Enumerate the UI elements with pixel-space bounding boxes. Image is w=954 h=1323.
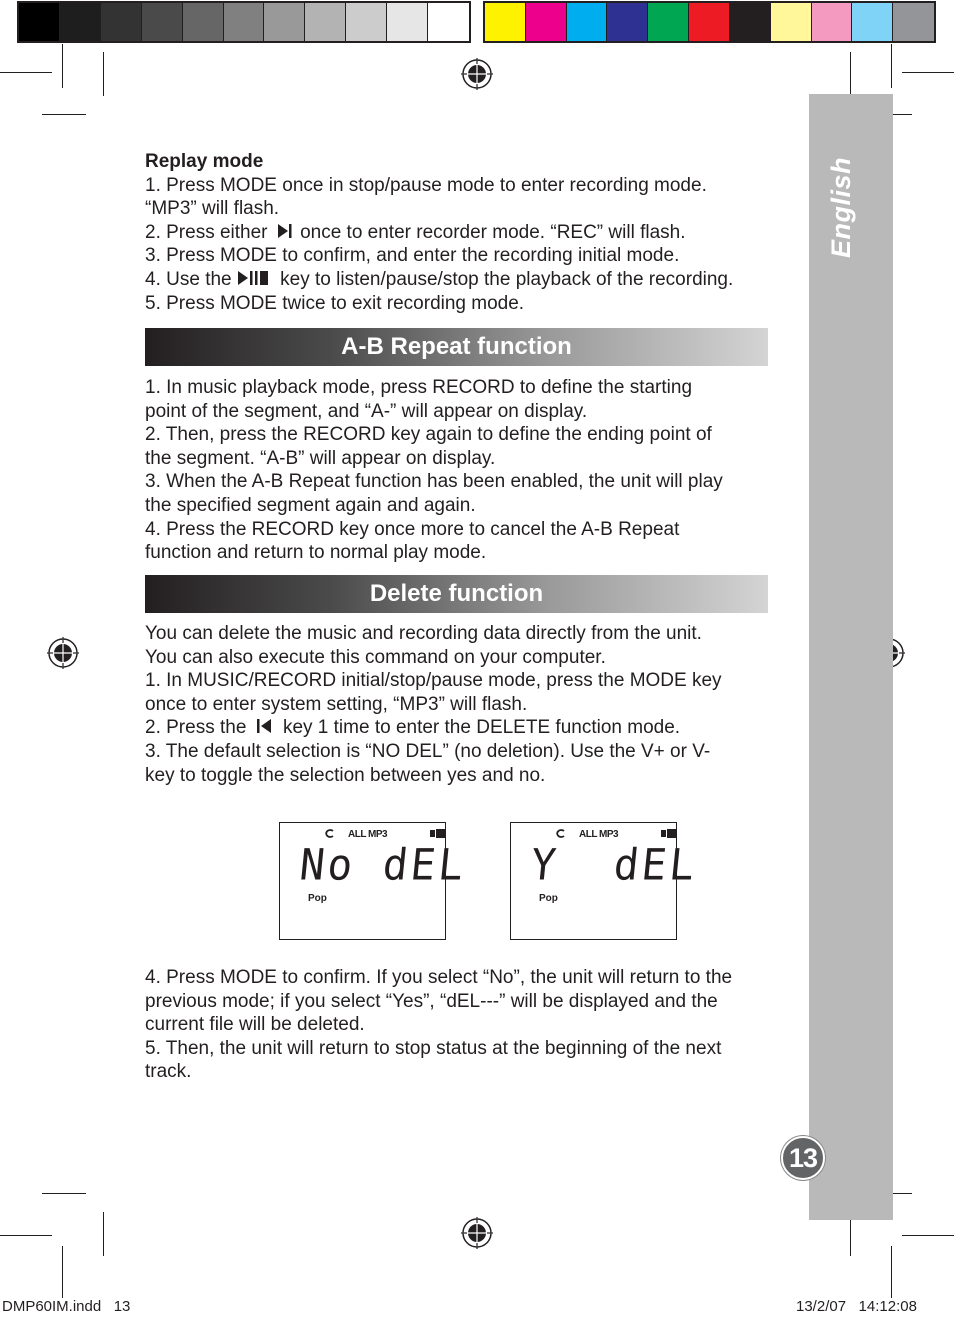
delete-line: track. (145, 1061, 192, 1083)
crop-mark (62, 44, 63, 88)
crop-mark (891, 1246, 892, 1298)
delete-line: You can delete the music and recording data directly from the unit. (145, 623, 702, 644)
color-swatch (852, 3, 893, 41)
color-swatch (526, 3, 567, 41)
replay-step-2 (145, 221, 775, 245)
play-pause-icon (237, 269, 275, 287)
lcd-mode: ALL MP3 (579, 829, 619, 840)
color-swatch (60, 3, 101, 41)
crop-mark (891, 44, 892, 88)
replay-step-4-pre: 4. Use the (145, 268, 232, 290)
lcd-genre: Pop (539, 893, 558, 904)
replay-step-1: 1. Press MODE once in stop/pause mode to enter recording mode. (145, 174, 707, 196)
crop-mark (103, 1212, 104, 1256)
replay-step-3: 3. Press MODE to confirm, and enter the recording initial mode. (145, 245, 680, 267)
color-swatch (224, 3, 265, 41)
replay-step-2-post: once to enter recorder mode. “REC” will flash. (300, 221, 686, 243)
replay-step-4-post: key to listen/pause/stop the playback of the recording. (280, 268, 734, 290)
crop-mark (0, 1235, 52, 1236)
replay-step-2-pre: 2. Press either (145, 221, 268, 243)
color-swatch (19, 3, 60, 41)
delete-line: 4. Press MODE to confirm. If you select “No”, the unit will return to the (145, 967, 733, 988)
language-label: English (826, 156, 856, 258)
skip-previous-icon (252, 717, 278, 735)
crop-mark (42, 114, 86, 115)
delete-line: 5. Then, the unit will return to stop status at the beginning of the next (145, 1037, 722, 1059)
color-swatch (485, 3, 526, 41)
replay-step-4 (145, 268, 775, 292)
ab-line: 4. Press the RECORD key once more to cancel the A-B Repeat (145, 518, 680, 540)
lcd-display-no-delete (279, 822, 469, 940)
crop-mark (902, 1235, 954, 1236)
delete-line: 1. In MUSIC/RECORD initial/stop/pause mode, press the MODE key (145, 670, 722, 692)
crop-mark (42, 1193, 86, 1194)
color-swatch (648, 3, 689, 41)
lcd-segment-text: Y dEL (528, 839, 700, 891)
ab-line: the segment. “A-B” will appear on display. (145, 447, 496, 469)
ab-line: 3. When the A-B Repeat function has been enabled, the unit will play (145, 471, 723, 493)
color-swatch (183, 3, 224, 41)
crop-mark (902, 72, 954, 73)
ab-line: 1. In music playback mode, press RECORD to define the starting (145, 377, 693, 398)
repeat-icon (325, 829, 335, 838)
color-swatch (428, 3, 469, 41)
color-swatch (305, 3, 346, 41)
color-swatch (771, 3, 812, 41)
color-swatch (567, 3, 608, 41)
crop-mark (62, 1246, 63, 1298)
crop-mark (850, 52, 851, 96)
color-swatch (812, 3, 853, 41)
registration-mark-icon (461, 1217, 493, 1249)
delete-step-2-pre: 2. Press the (145, 717, 247, 739)
delete-line: 3. The default selection is “NO DEL” (no deletion). Use the V+ or V- (145, 740, 711, 762)
replay-step-1-cont: “MP3” will flash. (145, 198, 280, 220)
color-swatch (264, 3, 305, 41)
delete-line: once to enter system setting, “MP3” will flash. (145, 693, 528, 715)
registration-mark-icon (47, 637, 79, 669)
registration-mark-icon (461, 58, 493, 90)
skip-next-icon (273, 222, 295, 240)
color-swatch (893, 3, 934, 41)
battery-icon (661, 829, 677, 838)
ab-line: point of the segment, and “A-” will appear on display. (145, 400, 588, 422)
lcd-mode: ALL MP3 (348, 829, 388, 840)
replay-mode-section (145, 150, 775, 315)
lcd-segment-text: No dEL (297, 839, 469, 891)
footer-date-slug: 13/2/07 14:12:08 (796, 1298, 917, 1315)
ab-line: the specified segment again and again. (145, 494, 476, 516)
lcd-display-yes-delete (510, 822, 700, 940)
delete-section-continued (145, 966, 775, 1084)
ab-repeat-banner: A-B Repeat function (145, 328, 768, 366)
footer-file-slug: DMP60IM.indd 13 (2, 1298, 131, 1315)
grayscale-color-bar (17, 1, 471, 43)
delete-line: key to toggle the selection between yes and no. (145, 764, 546, 786)
lcd-genre: Pop (308, 893, 327, 904)
delete-banner: Delete function (145, 575, 768, 613)
color-swatch (607, 3, 648, 41)
delete-line: You can also execute this command on your computer. (145, 646, 606, 668)
delete-step-2 (145, 716, 775, 740)
ab-line: function and return to normal play mode. (145, 542, 487, 564)
color-swatch (101, 3, 142, 41)
delete-section (145, 622, 775, 787)
ab-line: 2. Then, press the RECORD key again to define the ending point of (145, 424, 712, 446)
replay-mode-heading: Replay mode (145, 151, 264, 172)
battery-icon (430, 829, 446, 838)
delete-line: previous mode; if you select “Yes”, “dEL---” will be displayed and the (145, 990, 718, 1012)
color-swatch (142, 3, 183, 41)
color-swatch (730, 3, 771, 41)
delete-step-2-post: key 1 time to enter the DELETE function mode. (282, 717, 681, 739)
color-swatch (346, 3, 387, 41)
language-side-tab (809, 94, 893, 1220)
delete-line: current file will be deleted. (145, 1014, 365, 1036)
repeat-icon (556, 829, 566, 838)
color-swatch (387, 3, 428, 41)
page-number: 13 (781, 1136, 825, 1180)
ab-repeat-section (145, 376, 775, 565)
process-color-bar (483, 1, 936, 43)
replay-step-5: 5. Press MODE twice to exit recording mode. (145, 292, 525, 314)
crop-mark (103, 52, 104, 96)
crop-mark (0, 72, 52, 73)
color-swatch (689, 3, 730, 41)
